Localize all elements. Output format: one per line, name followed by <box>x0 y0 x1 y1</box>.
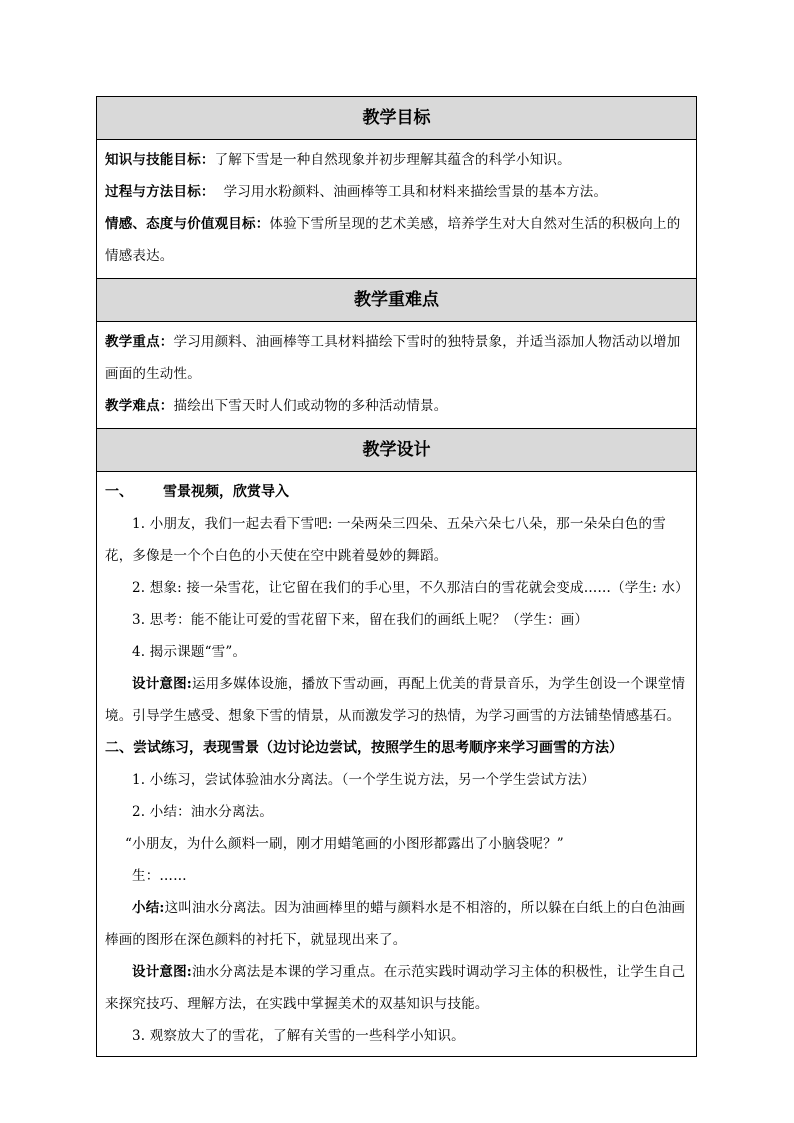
section-header-goals: 教学目标 <box>97 97 696 140</box>
part2-intent-label: 设计意图: <box>132 964 192 980</box>
part1-intent-label: 设计意图: <box>132 676 192 692</box>
part2-item: 2. 小结：油水分离法。 <box>132 804 274 820</box>
part1-item: 1. 小朋友，我们一起去看下雪吧: 一朵两朵三四朵、五朵六朵七八朵，那一朵朵白色的雪花，多像是一个个白色的小天使在空中跳着曼妙的舞蹈。 <box>105 516 666 564</box>
section-header-difficulty: 教学重难点 <box>97 279 696 322</box>
goal-process <box>105 176 688 208</box>
part2-item: 1. 小练习，尝试体验油水分离法。（一个学生说方法，另一个学生尝试方法） <box>132 772 596 788</box>
goal-emotion-text: 体验下雪所呈现的艺术美感，培养学生对大自然对生活的积极向上的情感表达。 <box>105 216 681 264</box>
part2-summary-text: 这叫油水分离法。因为油画棒里的蜡与颜料水是不相溶的，所以躲在白纸上的白色油画棒画的图形在深色颜料的衬托下，就显现出来了。 <box>105 900 686 948</box>
part1-item: 2. 想象: 接一朵雪花，让它留在我们的手心里，不久那洁白的雪花就会变成……（学生: 水） <box>132 580 689 596</box>
part1-intent <box>105 668 688 732</box>
goal-process-label: 过程与方法目标： <box>105 184 215 200</box>
lesson-plan-table <box>96 96 697 1057</box>
goals-section <box>97 140 696 279</box>
part2-last-item: 3. 观察放大了的雪花，了解有关雪的一些科学小知识。 <box>132 1028 465 1044</box>
section-header-design: 教学设计 <box>97 429 696 472</box>
difficulty-key-label: 教学重点： <box>105 334 174 350</box>
part2-intent-text: 油水分离法是本课的学习重点。在示范实践时调动学习主体的积极性，让学生自己来探究技巧、理解方法，在实践中掌握美术的双基知识与技能。 <box>105 964 686 1012</box>
design-section <box>97 472 696 1056</box>
difficulty-hard <box>105 390 688 422</box>
part1-heading <box>105 476 688 508</box>
part2-intent <box>105 956 688 1020</box>
part2-summary-label: 小结: <box>132 900 165 916</box>
difficulty-key <box>105 326 688 390</box>
difficulty-hard-text: 描绘出下雪天时人们或动物的多种活动情景。 <box>173 398 448 414</box>
part2-student-reply: 生：…… <box>132 868 187 884</box>
part1-intent-text: 运用多媒体设施，播放下雪动画，再配上优美的背景音乐，为学生创设一个课堂情境。引导学生感受、想象下雪的情景，从而激发学习的热情，为学习画雪的方法铺垫情感基石。 <box>105 676 686 724</box>
part2-summary <box>105 892 688 956</box>
goal-process-text: 学习用水粉颜料、油画棒等工具和材料来描绘雪景的基本方法。 <box>223 184 608 200</box>
goal-knowledge <box>105 144 688 176</box>
difficulty-key-text: 学习用颜料、油画棒等工具材料描绘下雪时的独特景象，并适当添加人物活动以增加画面的生动性。 <box>105 334 681 382</box>
part2-heading: 二、尝试练习，表现雪景（边讨论边尝试，按照学生的思考顺序来学习画雪的方法） <box>105 740 623 756</box>
goal-knowledge-text: 了解下雪是一种自然现象并初步理解其蕴含的科学小知识。 <box>214 152 571 168</box>
goal-emotion-label: 情感、态度与价值观目标： <box>105 216 270 232</box>
goal-knowledge-label: 知识与技能目标： <box>105 152 215 168</box>
goal-emotion <box>105 208 688 272</box>
part1-heading-text: 雪景视频，欣赏导入 <box>163 484 289 500</box>
difficulty-hard-label: 教学难点： <box>105 398 174 414</box>
part1-number: 一、 <box>105 484 133 500</box>
part1-item: 3. 思考：能不能让可爱的雪花留下来，留在我们的画纸上呢？（学生：画） <box>132 612 589 628</box>
part2-quote: “小朋友，为什么颜料一刷，刚才用蜡笔画的小图形都露出了小脑袋呢？” <box>125 836 564 852</box>
part1-item: 4. 揭示课题“雪”。 <box>132 644 247 660</box>
difficulty-section <box>97 322 696 429</box>
